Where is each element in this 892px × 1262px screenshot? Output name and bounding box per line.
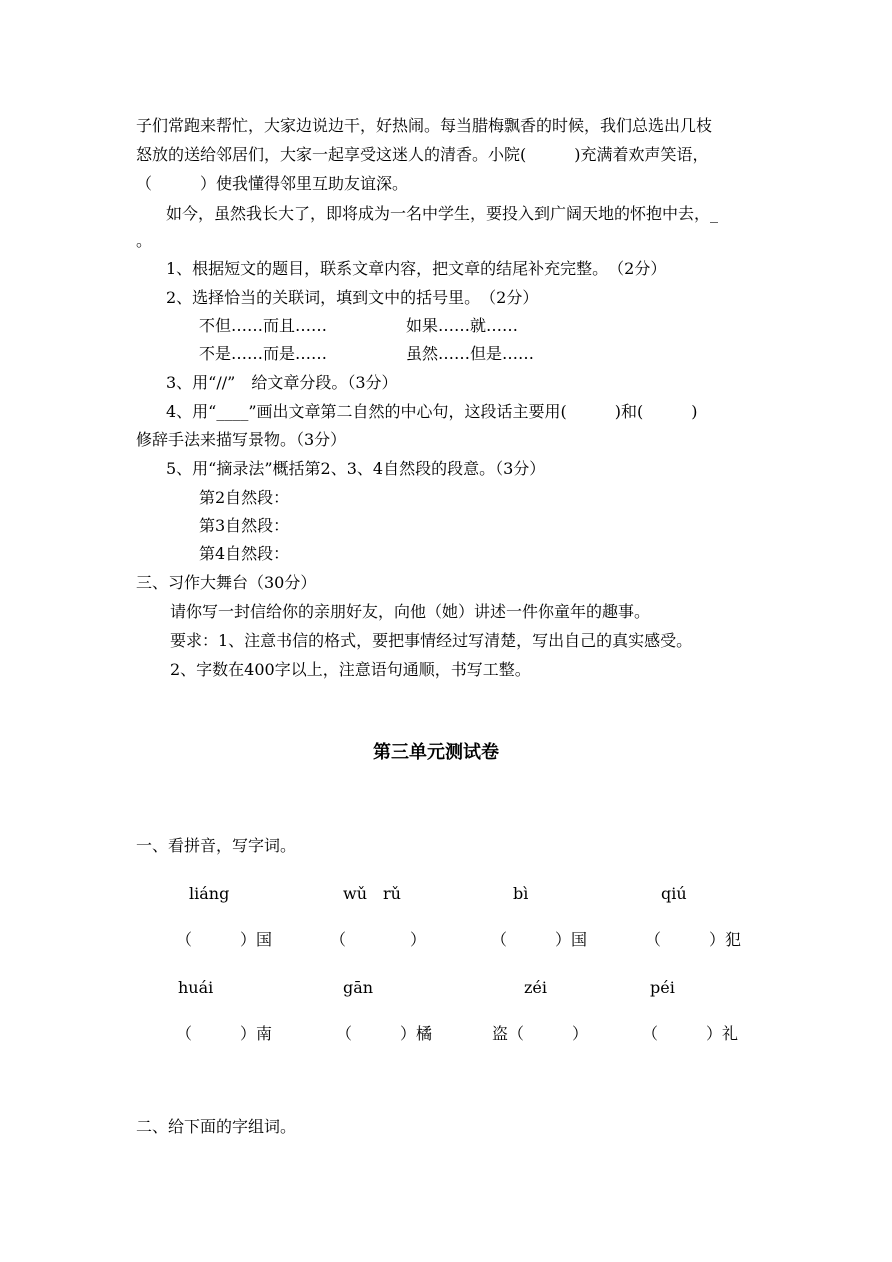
question-4-line-2: 修辞手法来描写景物。（3分） <box>136 430 347 449</box>
blank-row-2-item-1: （ ）南 <box>176 1024 273 1043</box>
question-4-line-1: 4、用“____”画出文章第二自然的中心句，这段话主要用( )和( ) <box>166 402 698 421</box>
passage-line-2: 怒放的送给邻居们，大家一起享受这迷人的清香。小院( )充满着欢声笑语， <box>136 145 709 164</box>
pinyin-liang: liáng <box>189 884 230 903</box>
section-3-requirement-1: 要求：1、注意书信的格式，要把事情经过写清楚，写出自己的真实感受。 <box>170 631 693 650</box>
pinyin-bi: bì <box>513 884 529 903</box>
question-5-paragraph-2: 第2自然段： <box>199 488 290 507</box>
blank-row-1-item-2: （ ） <box>330 930 427 949</box>
question-2-option-3: 不是……而是…… <box>199 344 328 363</box>
unit-3-title: 第三单元测试卷 <box>373 742 499 763</box>
question-2-option-2: 如果……就…… <box>406 316 519 335</box>
section-3-requirement-2: 2、字数在400字以上，注意语句通顺，书写工整。 <box>170 660 531 679</box>
passage-line-5: 。 <box>136 231 153 250</box>
question-2-option-1: 不但……而且…… <box>199 316 328 335</box>
pinyin-pei: péi <box>650 978 675 997</box>
question-2: 2、选择恰当的关联词，填到文中的括号里。 （2分） <box>166 288 539 307</box>
pinyin-qiu: qiú <box>661 884 687 903</box>
question-3: 3、用“//” 给文章分段。（3分） <box>166 373 398 392</box>
question-5-paragraph-3: 第3自然段： <box>199 516 290 535</box>
passage-line-1: 子们常跑来帮忙，大家边说边干，好热闹。每当腊梅飘香的时候，我们总选出几枝 <box>136 116 713 135</box>
blank-row-1-item-1: （ ）国 <box>176 930 273 949</box>
unit-3-section-2-heading: 二、给下面的字组词。 <box>136 1117 297 1136</box>
blank-row-1-item-3: （ ）国 <box>491 930 588 949</box>
passage-line-3: （ ）使我懂得邻里互助友谊深。 <box>136 174 409 193</box>
pinyin-huai: huái <box>178 978 214 997</box>
question-1: 1、根据短文的题目，联系文章内容，把文章的结尾补充完整。 （2分） <box>166 259 667 278</box>
blank-row-2-item-4: （ ）礼 <box>642 1024 739 1043</box>
section-3-heading: 三、习作大舞台（30分） <box>136 573 317 592</box>
pinyin-gan: gān <box>343 978 374 997</box>
question-2-option-4: 虽然……但是…… <box>406 344 535 363</box>
question-5: 5、用“摘录法”概括第2、3、4自然段的段意。（3分） <box>166 459 546 478</box>
blank-row-1-item-4: （ ）犯 <box>645 930 742 949</box>
pinyin-wu-ru: wǔ rǔ <box>343 884 401 903</box>
question-5-paragraph-4: 第4自然段： <box>199 544 290 563</box>
pinyin-zei: zéi <box>524 978 548 997</box>
blank-row-2-item-3: 盗（ ） <box>492 1024 589 1043</box>
unit-3-section-1-heading: 一、看拼音，写字词。 <box>136 836 297 855</box>
blank-row-2-item-2: （ ）橘 <box>336 1024 433 1043</box>
passage-line-4: 如今，虽然我长大了，即将成为一名中学生，要投入到广阔天地的怀抱中去，_ <box>166 204 719 223</box>
section-3-prompt: 请你写一封信给你的亲朋好友，向他（她）讲述一件你童年的趣事。 <box>170 602 651 621</box>
